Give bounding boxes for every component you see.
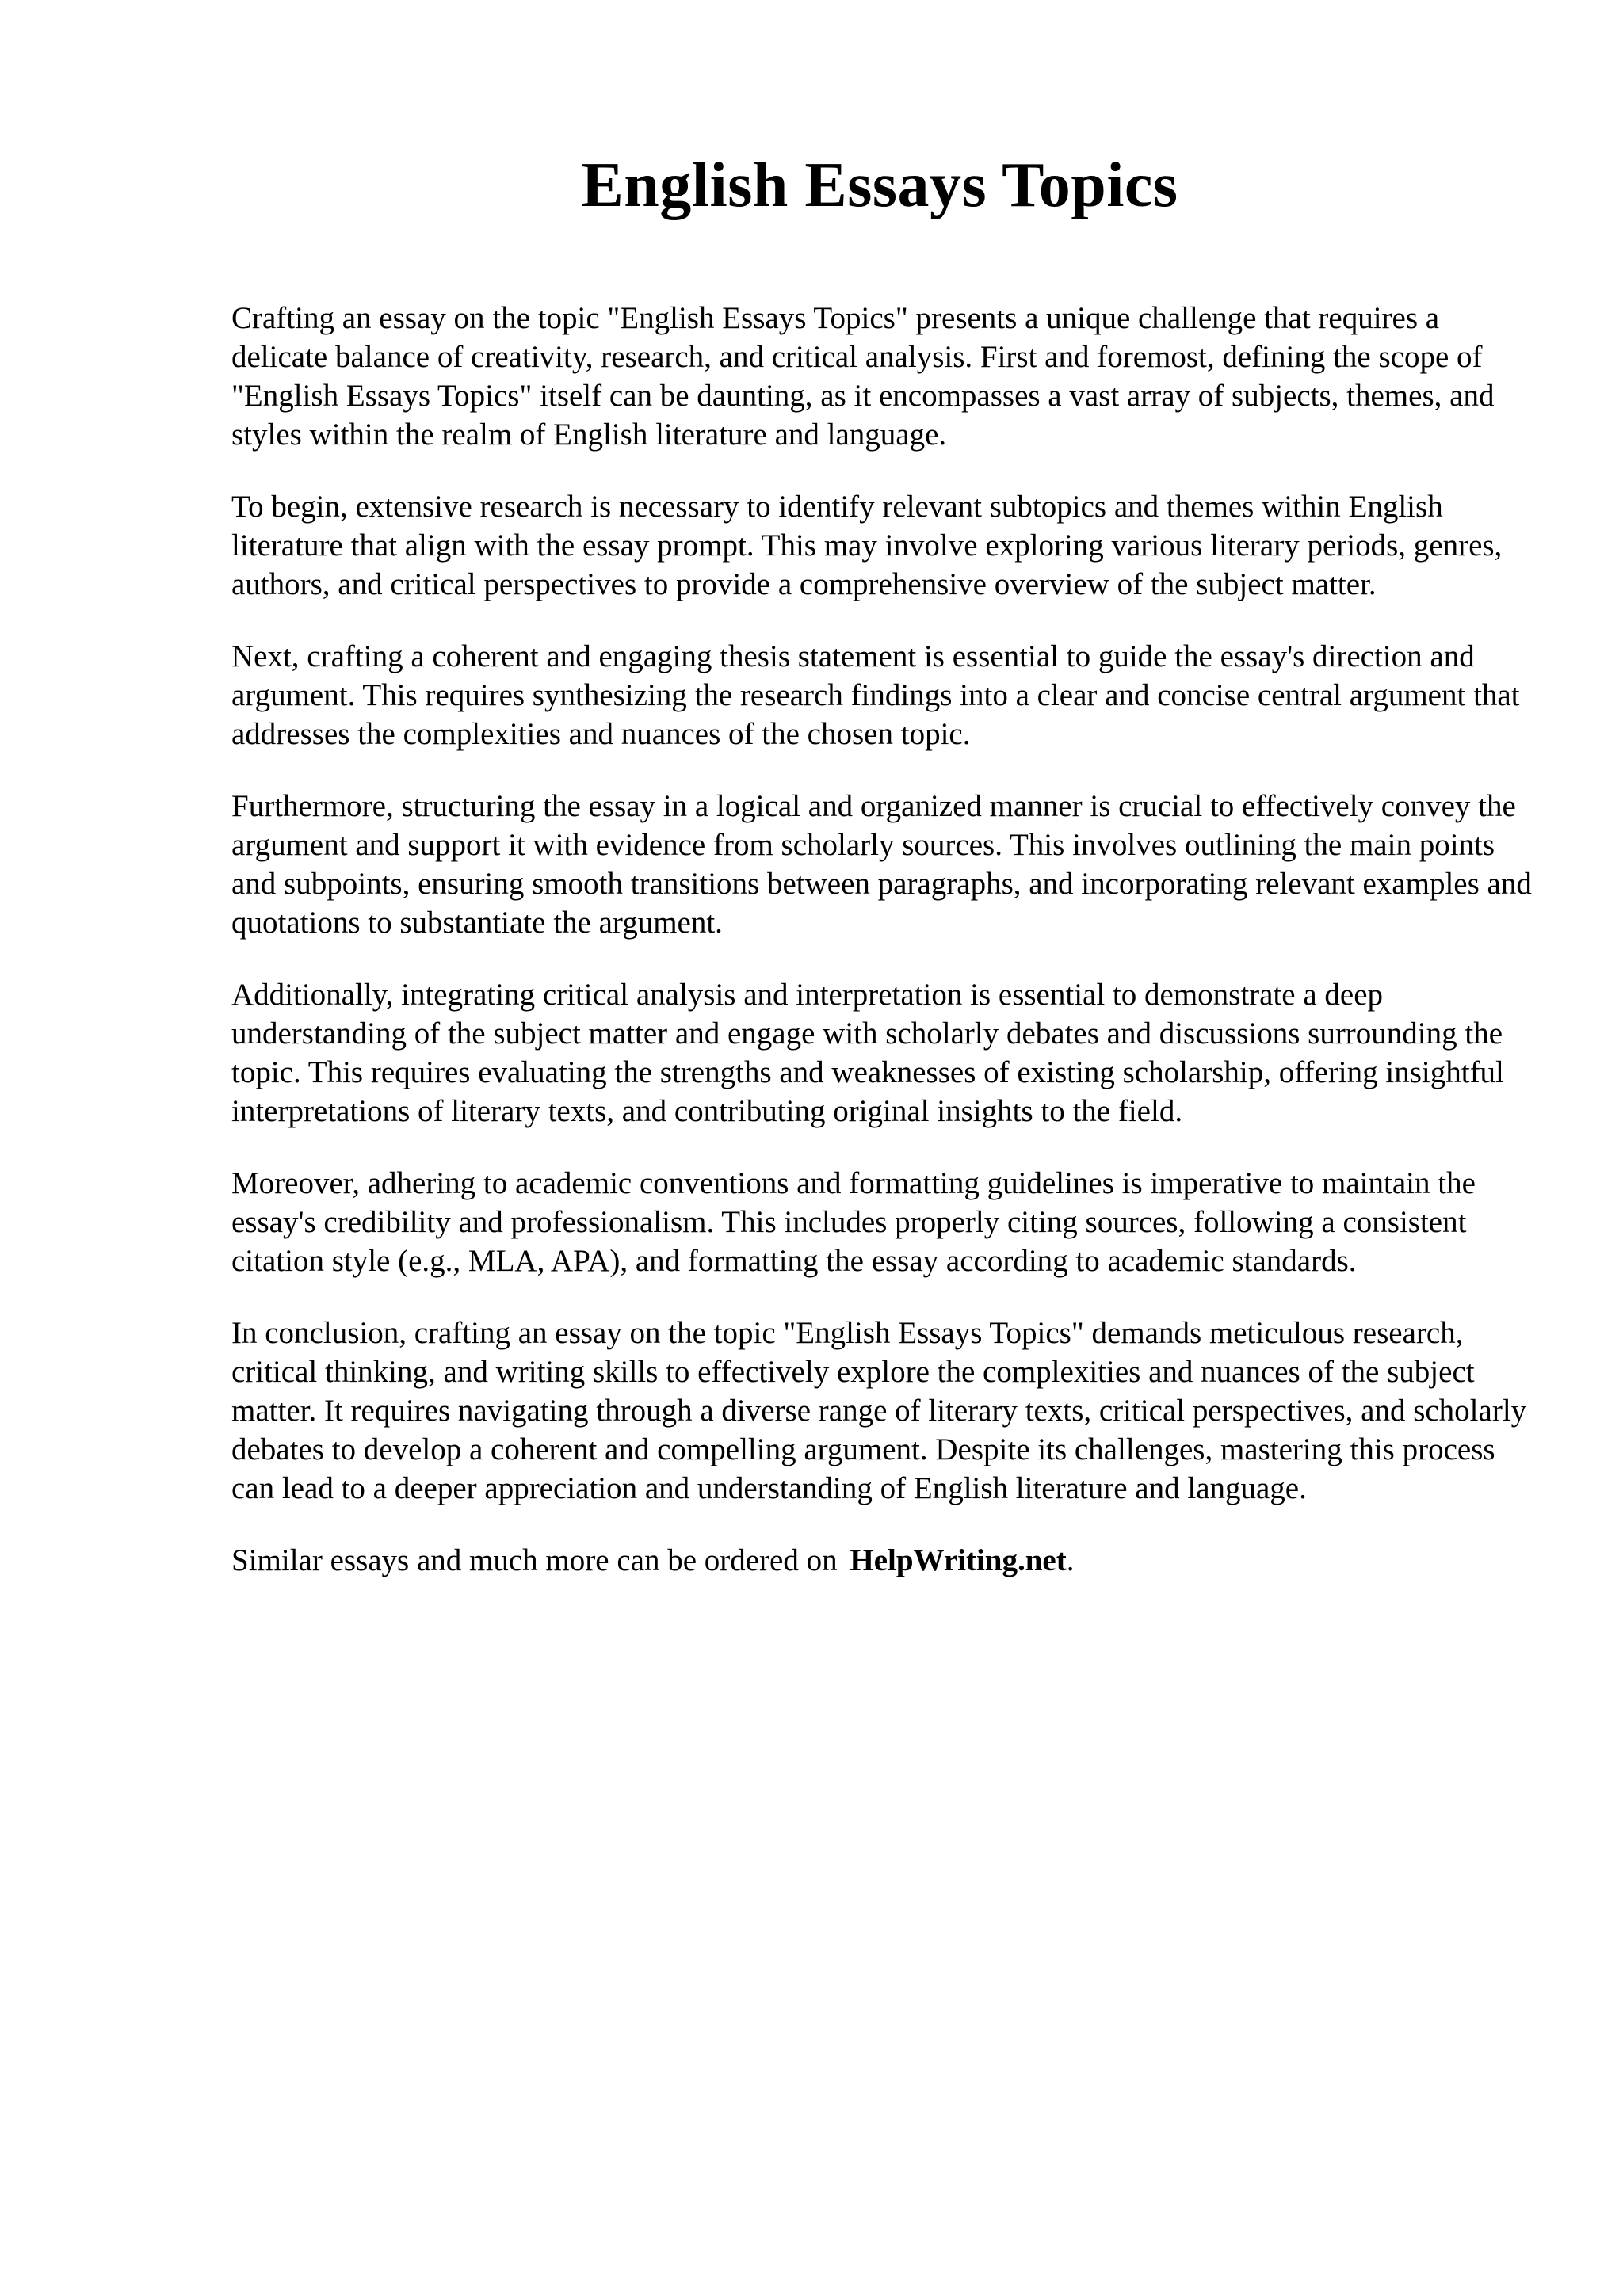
- paragraph-5: Additionally, integrating critical analysis and interpretation is essential to demonstrate a deep understanding of the subject matter and engage with scholarly debates and discussions surrounding the topic. This requires evaluating the strengths and weaknesses of existing scholarship, offering insightful interpretations of literary texts, and contributing original insights to the field.: [231, 978, 1504, 1128]
- paragraph-7: In conclusion, crafting an essay on the topic "English Essays Topics" demands meticulous research, critical thinking, and writing skills to effectively explore the complexities and nuances of the subject matter. It requires navigating through a diverse range of literary texts, critical perspectives, and scholarly debates to develop a coherent and compelling argument. Despite its challenges, mastering this process can lead to a deeper appreciation and understanding of English literature and language.: [231, 1316, 1527, 1505]
- paragraph-1: Crafting an essay on the topic "English Essays Topics" presents a unique challenge that requires a delicate balance of creativity, research, and critical analysis. First and foremost, defining the scope of "English Essays Topics" itself can be daunting, as it encompasses a vast array of subjects, themes, and styles within the realm of English literature and language.: [231, 301, 1495, 452]
- document-body: [231, 299, 1537, 1580]
- document-title: English Essays Topics: [581, 151, 1178, 220]
- paragraph-6: Moreover, adhering to academic conventions and formatting guidelines is imperative to maintain the essay's credibility and professionalism. This includes properly citing sources, following a consistent citation style (e.g., MLA, APA), and formatting the essay according to academic standards.: [231, 1166, 1476, 1278]
- footer-end: .: [1066, 1543, 1075, 1577]
- paragraph-2: To begin, extensive research is necessary to identify relevant subtopics and themes within English literature that align with the essay prompt. This may involve exploring various literary periods, genres, authors, and critical perspectives to provide a comprehensive overview of the subject matter.: [231, 490, 1503, 601]
- brand-link[interactable]: HelpWriting.net: [850, 1543, 1067, 1577]
- paragraph-3: Next, crafting a coherent and engaging thesis statement is essential to guide the essay's direction and argument. This requires synthesizing the research findings into a clear and concise central argument that addresses the complexities and nuances of the chosen topic.: [231, 639, 1520, 751]
- paragraph-4: Furthermore, structuring the essay in a logical and organized manner is crucial to effectively convey the argument and support it with evidence from scholarly sources. This involves outlining the main points and subpoints, ensuring smooth transitions between paragraphs, and incorporating relevant examples and quotations to substantiate the argument.: [231, 789, 1532, 940]
- footer-text: Similar essays and much more can be ordered on: [231, 1543, 838, 1577]
- footer-line: [231, 1541, 1537, 1580]
